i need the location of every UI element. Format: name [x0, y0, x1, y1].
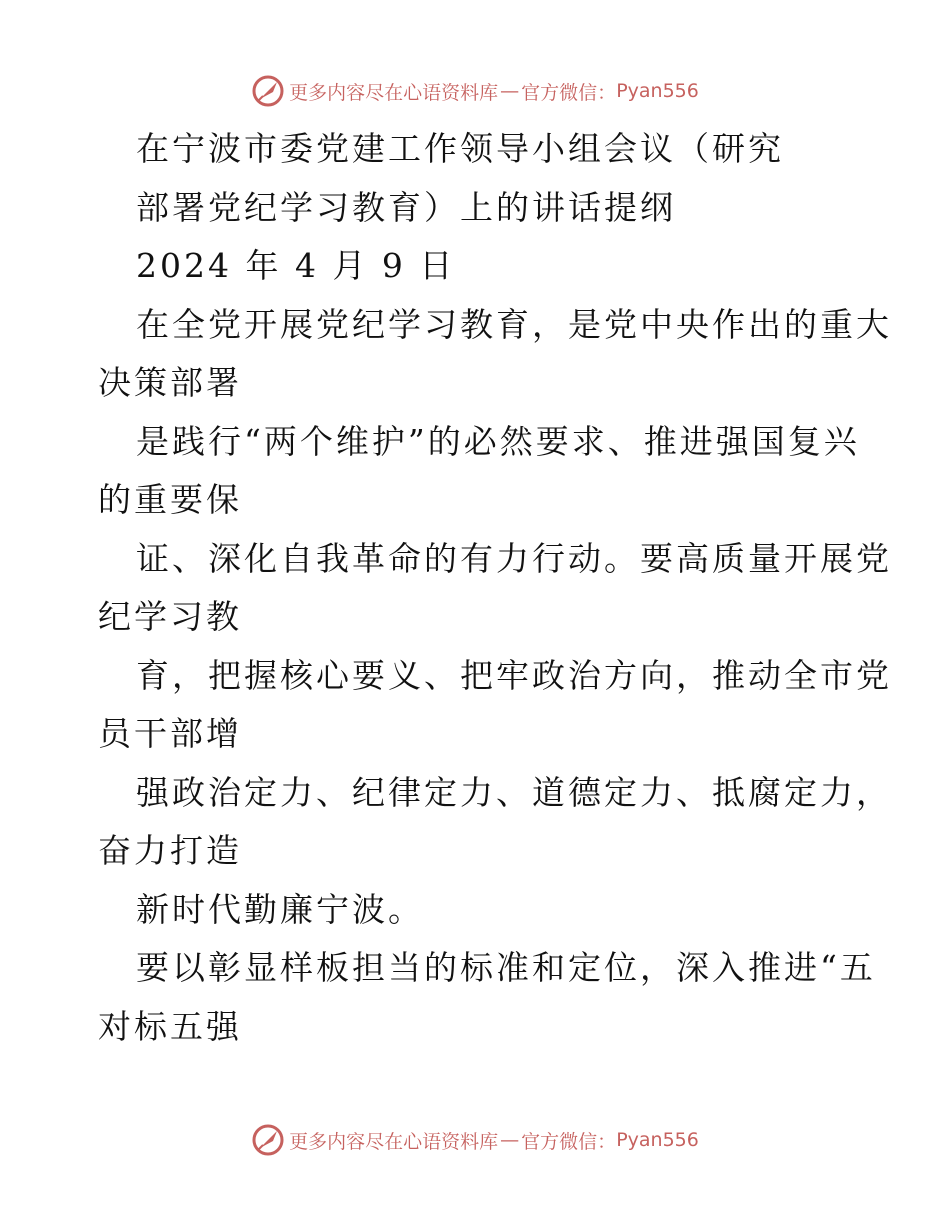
body-line: 员干部增	[98, 714, 242, 753]
date-line: 2024 年 4 月 9 日	[136, 246, 456, 285]
body-line: 在全党开展党纪学习教育，是党中央作出的重大	[136, 304, 892, 344]
watermark-separator: —	[500, 1129, 520, 1151]
watermark-wechat-id: Pyan556	[616, 80, 699, 102]
watermark-separator: —	[500, 80, 520, 102]
watermark-text: 更多内容尽在心语资料库	[289, 1130, 499, 1153]
body-line: 新时代勤廉宁波。	[136, 889, 424, 929]
watermark-wechat-id: Pyan556	[616, 1129, 699, 1151]
body-line: 的重要保	[98, 480, 242, 519]
body-line: 育，把握核心要义、把牢政治方向，推动全市党	[136, 655, 892, 695]
body-line: 纪学习教	[98, 597, 242, 636]
header-watermark	[0, 71, 950, 111]
watermark-text: 更多内容尽在心语资料库	[289, 81, 499, 104]
body-line: 强政治定力、纪律定力、道德定力、抵腐定力，	[136, 772, 892, 812]
watermark-wechat-label: 官方微信：	[521, 1130, 617, 1153]
footer-watermark	[0, 1120, 950, 1160]
quill-logo-icon	[251, 74, 285, 108]
body-line: 要以彰显样板担当的标准和定位，深入推进“五	[136, 948, 876, 987]
document-body	[98, 120, 892, 1056]
body-line: 决策部署	[98, 363, 242, 402]
body-line: 奋力打造	[98, 831, 242, 870]
body-line: 证、深化自我革命的有力行动。要高质量开展党	[136, 538, 892, 578]
quill-logo-icon	[251, 1123, 285, 1157]
body-line: 对标五强	[98, 1006, 242, 1046]
watermark-wechat-label: 官方微信：	[521, 81, 617, 104]
title-line-1: 在宁波市委党建工作领导小组会议（研究	[136, 129, 784, 168]
body-line: 是践行“两个维护”的必然要求、推进强国复兴	[136, 421, 860, 461]
title-line-2: 部署党纪学习教育）上的讲话提纲	[136, 187, 676, 227]
